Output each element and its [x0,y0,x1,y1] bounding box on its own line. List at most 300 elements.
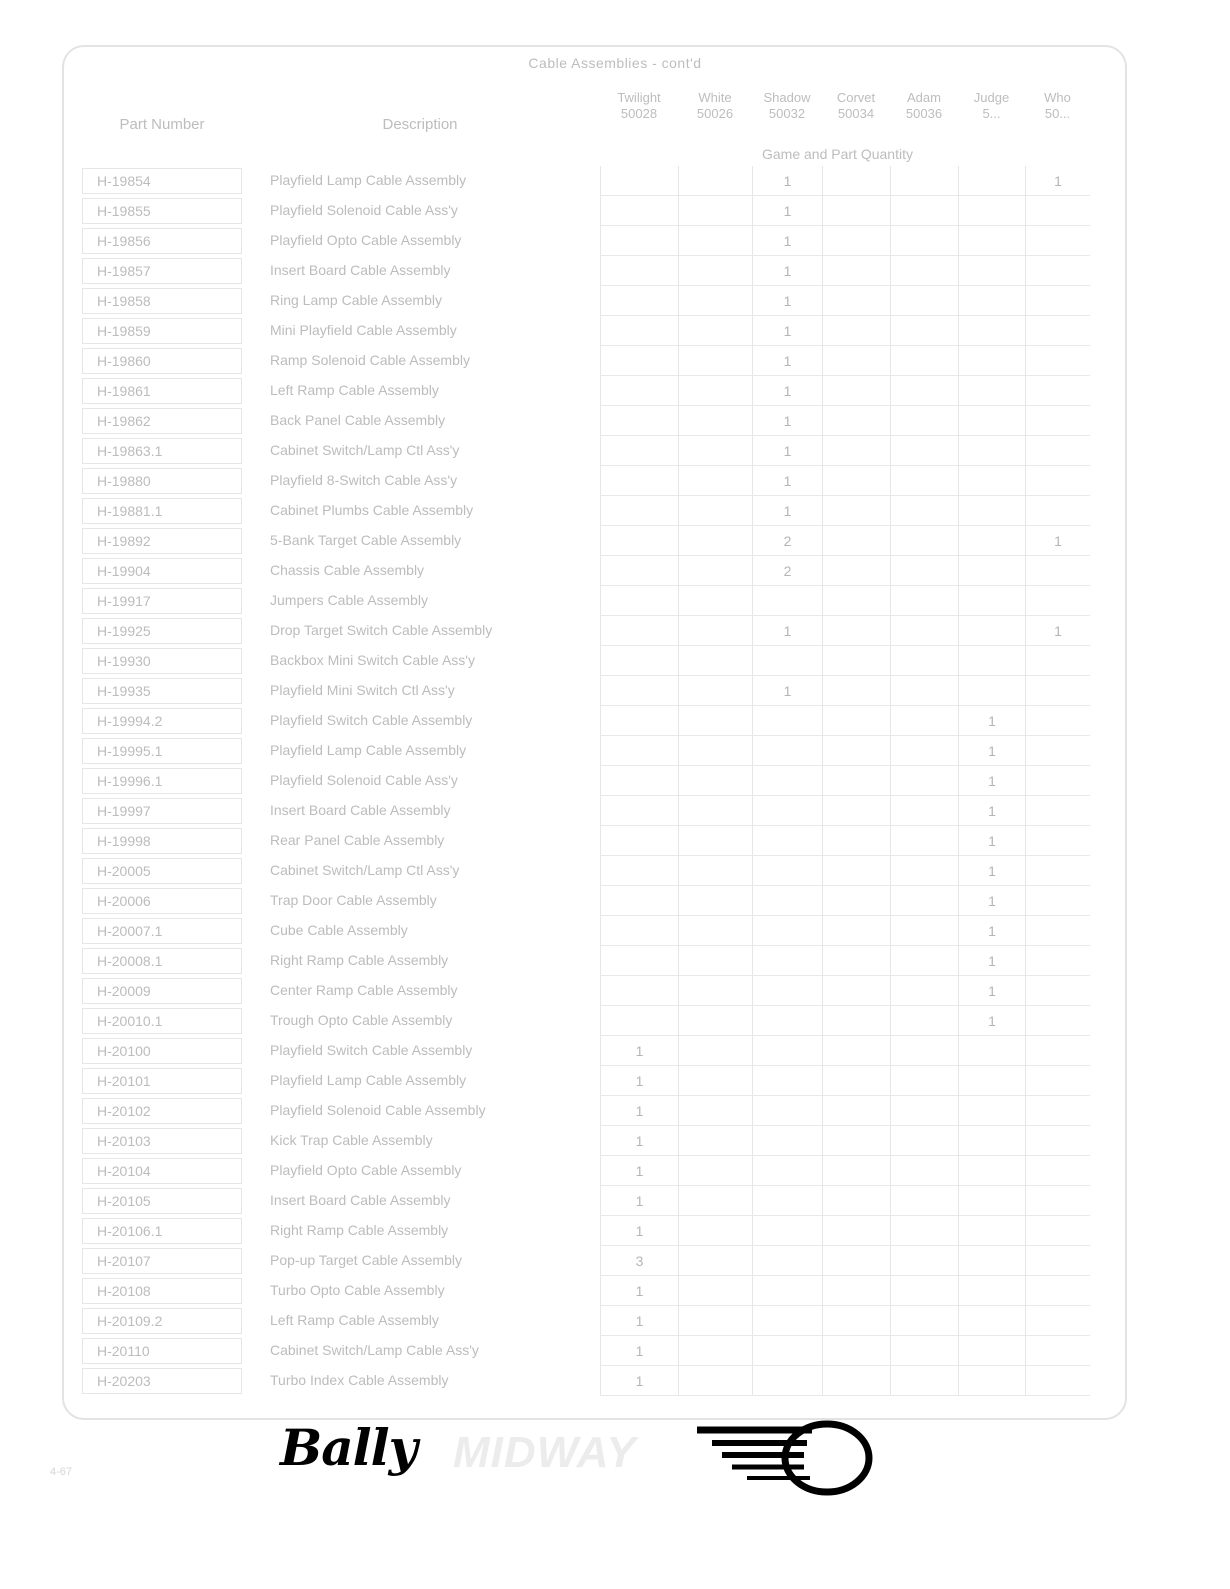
quantity-cell [890,976,958,1006]
table-row [0,166,1230,196]
quantity-cell [752,1216,822,1246]
quantity-cell [958,1216,1025,1246]
quantity-cell [1025,916,1090,946]
quantity-cell: 2 [752,526,822,556]
quantity-cell [678,526,752,556]
quantity-cell [822,856,890,886]
quantity-cell [1025,346,1090,376]
quantity-cell: 1 [600,1306,678,1336]
part-number-cell: H-20203 [82,1368,242,1394]
quantity-cell: 1 [600,1036,678,1066]
bally-wordmark: Bally [280,1418,417,1477]
quantity-cell [890,676,958,706]
quantity-cell [600,436,678,466]
game-header-number: 50034 [837,106,875,121]
quantity-cell [600,406,678,436]
quantity-cell [678,1036,752,1066]
quantity-cell [890,856,958,886]
game-header-name: Who [1044,90,1071,105]
quantity-cell [678,496,752,526]
description-cell: Playfield Solenoid Cable Assembly [270,1102,486,1118]
part-number-cell: H-20106.1 [82,1218,242,1244]
quantity-cell [890,586,958,616]
quantity-cell [1025,1276,1090,1306]
part-number-cell: H-19881.1 [82,498,242,524]
quantity-cell [822,466,890,496]
quantity-cell [890,286,958,316]
quantity-cell: 1 [958,766,1025,796]
quantity-cell [678,346,752,376]
table-row [0,586,1230,616]
part-number-cell: H-20104 [82,1158,242,1184]
quantity-cell: 1 [958,706,1025,736]
quantity-cell: 1 [752,406,822,436]
quantity-cell [600,616,678,646]
quantity-cell [678,946,752,976]
description-cell: Back Panel Cable Assembly [270,412,446,428]
part-number-cell: H-19996.1 [82,768,242,794]
quantity-cell [890,616,958,646]
quantity-cell [600,1006,678,1036]
quantity-cell [678,1156,752,1186]
quantity-cell [752,586,822,616]
quantity-cell [1025,256,1090,286]
description-cell: Trough Opto Cable Assembly [270,1012,453,1028]
quantity-cell [1025,316,1090,346]
quantity-cell [600,916,678,946]
quantity-cell [752,646,822,676]
quantity-cell [1025,586,1090,616]
quantity-cell [958,1186,1025,1216]
quantity-cell [1025,736,1090,766]
table-row [0,1216,1230,1246]
quantity-cell [890,1066,958,1096]
quantity-cell [890,436,958,466]
quantity-cell [1025,436,1090,466]
part-number-cell: H-19917 [82,588,242,614]
quantity-cell [822,1216,890,1246]
part-number-cell: H-19857 [82,258,242,284]
quantity-cell [890,1096,958,1126]
description-cell: Playfield Opto Cable Assembly [270,1162,462,1178]
quantity-cell [822,286,890,316]
quantity-cell [958,1306,1025,1336]
table-row [0,556,1230,586]
part-number-cell: H-20008.1 [82,948,242,974]
quantity-cell [890,526,958,556]
table-row [0,196,1230,226]
quantity-cell [890,1306,958,1336]
quantity-cell [678,586,752,616]
quantity-cell [600,946,678,976]
quantity-cell [822,796,890,826]
quantity-cell [890,196,958,226]
quantity-cell: 1 [958,796,1025,826]
quantity-cell [752,1066,822,1096]
part-number-cell: H-20109.2 [82,1308,242,1334]
game-header [752,90,822,122]
quantity-cell [600,796,678,826]
quantity-cell: 1 [600,1126,678,1156]
table-row [0,1096,1230,1126]
quantity-cell [822,916,890,946]
description-cell: Insert Board Cable Assembly [270,802,451,818]
quantity-cell [678,616,752,646]
quantity-cell [958,1066,1025,1096]
quantity-cell [1025,1186,1090,1216]
quantity-cell [678,826,752,856]
part-number-cell: H-19859 [82,318,242,344]
quantity-cell [752,826,822,856]
part-number-cell: H-19854 [82,168,242,194]
table-row [0,856,1230,886]
table-row [0,376,1230,406]
quantity-cell [1025,556,1090,586]
page-title: Cable Assemblies - cont'd [528,55,702,71]
quantity-cell [752,1336,822,1366]
table-row [0,466,1230,496]
quantity-cell [752,1186,822,1216]
quantity-cell [678,196,752,226]
part-number-cell: H-20107 [82,1248,242,1274]
table-row [0,1276,1230,1306]
quantity-cell: 1 [752,676,822,706]
quantity-cell [752,766,822,796]
quantity-cell [1025,676,1090,706]
quantity-cell [890,466,958,496]
quantity-cell: 1 [958,886,1025,916]
table-row [0,346,1230,376]
footer-logo [280,1418,900,1498]
quantity-cell [890,226,958,256]
quantity-cell [958,586,1025,616]
quantity-cell [678,1066,752,1096]
quantity-cell [958,1276,1025,1306]
part-number-cell: H-19935 [82,678,242,704]
table-row [0,526,1230,556]
quantity-cell [600,856,678,886]
quantity-cell [1025,1006,1090,1036]
quantity-cell [822,1186,890,1216]
quantity-cell: 1 [600,1066,678,1096]
description-cell: 5-Bank Target Cable Assembly [270,532,462,548]
quantity-cell [890,1336,958,1366]
game-header-name: Twilight [617,90,661,105]
description-cell: Cabinet Switch/Lamp Ctl Ass'y [270,862,460,878]
quantity-cell [958,1366,1025,1396]
quantity-cell [1025,196,1090,226]
game-header [958,90,1025,122]
quantity-cell [678,316,752,346]
quantity-cell: 1 [958,946,1025,976]
quantity-cell [958,1246,1025,1276]
quantity-cell [890,1246,958,1276]
part-number-cell: H-19997 [82,798,242,824]
table-row [0,886,1230,916]
quantity-cell [678,466,752,496]
quantity-cell [1025,1036,1090,1066]
quantity-cell [890,1366,958,1396]
quantity-cell [1025,706,1090,736]
page-number: 4-67 [50,1466,73,1478]
game-header-number: 50032 [768,106,806,121]
description-cell: Playfield Solenoid Cable Ass'y [270,202,458,218]
quantity-cell [600,826,678,856]
game-header-number: 50036 [905,106,943,121]
quantity-cell [678,166,752,196]
description-cell: Cabinet Plumbs Cable Assembly [270,502,474,518]
quantity-cell [958,316,1025,346]
game-header-name: Shadow [763,90,811,105]
quantity-cell [822,1036,890,1066]
description-cell: Trap Door Cable Assembly [270,892,437,908]
quantity-cell [1025,406,1090,436]
description-cell: Chassis Cable Assembly [270,562,425,578]
quantity-cell: 1 [600,1096,678,1126]
quantity-cell [600,316,678,346]
quantity-cell [958,226,1025,256]
quantity-cell [822,1276,890,1306]
table-row [0,436,1230,466]
quantity-cell [752,916,822,946]
game-header-number: 50026 [696,106,734,121]
quantity-cell: 1 [600,1366,678,1396]
description-cell: Left Ramp Cable Assembly [270,1312,439,1328]
quantity-cell [958,1096,1025,1126]
table-row [0,226,1230,256]
description-cell: Drop Target Switch Cable Assembly [270,622,493,638]
quantity-cell: 1 [958,976,1025,1006]
quantity-cell [678,256,752,286]
quantity-cell: 1 [958,826,1025,856]
quantity-cell [822,736,890,766]
quantity-cell [600,196,678,226]
quantity-cell [678,226,752,256]
quantity-cell [678,556,752,586]
quantity-cell: 1 [752,166,822,196]
quantity-cell [822,406,890,436]
part-number-cell: H-20005 [82,858,242,884]
quantity-cell [958,256,1025,286]
quantity-cell [822,766,890,796]
description-cell: Backbox Mini Switch Cable Ass'y [270,652,475,668]
part-number-cell: H-19856 [82,228,242,254]
quantity-cell [822,1066,890,1096]
game-header [678,90,752,122]
description-cell: Right Ramp Cable Assembly [270,952,449,968]
quantity-cell [678,406,752,436]
part-number-cell: H-20103 [82,1128,242,1154]
part-number-cell: H-20105 [82,1188,242,1214]
quantity-cell [600,646,678,676]
quantity-cell [958,1336,1025,1366]
description-cell: Playfield Solenoid Cable Ass'y [270,772,458,788]
part-number-cell: H-19863.1 [82,438,242,464]
quantity-cell [890,736,958,766]
quantity-cell [600,736,678,766]
quantity-cell [822,496,890,526]
description-cell: Insert Board Cable Assembly [270,1192,451,1208]
quantity-cell [752,1126,822,1156]
quantity-cell [678,766,752,796]
quantity-cell [600,466,678,496]
quantity-cell: 1 [752,346,822,376]
quantity-cell [1025,466,1090,496]
quantity-cell: 1 [600,1156,678,1186]
table-row [0,1126,1230,1156]
quantity-cell [600,256,678,286]
quantity-cell: 1 [1025,166,1090,196]
description-cell: Jumpers Cable Assembly [270,592,428,608]
description-cell: Playfield 8-Switch Cable Ass'y [270,472,458,488]
quantity-cell: 1 [958,856,1025,886]
quantity-cell [600,346,678,376]
table-row [0,616,1230,646]
quantity-cell [822,1156,890,1186]
table-row [0,1246,1230,1276]
quantity-cell [600,976,678,1006]
quantity-cell [890,496,958,526]
table-row [0,256,1230,286]
quantity-cell [678,886,752,916]
quantity-cell [1025,1066,1090,1096]
quantity-cell [822,976,890,1006]
part-number-cell: H-20102 [82,1098,242,1124]
quantity-cell [678,1216,752,1246]
quantity-cell: 1 [752,436,822,466]
table-row [0,946,1230,976]
description-cell: Rear Panel Cable Assembly [270,832,445,848]
quantity-cell [890,316,958,346]
quantity-cell [958,1036,1025,1066]
quantity-cell [890,346,958,376]
quantity-cell [678,1186,752,1216]
quantity-cell [890,556,958,586]
description-cell: Insert Board Cable Assembly [270,262,451,278]
quantity-cell [890,406,958,436]
quantity-cell [958,526,1025,556]
quantity-cell [1025,1246,1090,1276]
header-description: Description [382,116,458,133]
quantity-cell [600,766,678,796]
quantity-cell [752,736,822,766]
quantity-cell [678,436,752,466]
quantity-cell [600,166,678,196]
quantity-cell: 1 [958,916,1025,946]
game-header [822,90,890,122]
quantity-cell [752,1306,822,1336]
quantity-cell [890,166,958,196]
quantity-cell [890,706,958,736]
quantity-cell [678,1336,752,1366]
description-cell: Cube Cable Assembly [270,922,408,938]
quantity-cell: 1 [600,1216,678,1246]
quantity-cell [1025,1306,1090,1336]
part-number-cell: H-19998 [82,828,242,854]
quantity-cell [890,1036,958,1066]
quantity-cell [822,1096,890,1126]
quantity-cell [822,556,890,586]
quantity-cell [752,1366,822,1396]
table-row [0,406,1230,436]
quantity-cell [958,1126,1025,1156]
quantity-cell [822,316,890,346]
table-row [0,706,1230,736]
quantity-cell [958,376,1025,406]
table-row [0,316,1230,346]
description-cell: Left Ramp Cable Assembly [270,382,439,398]
game-header-name: Adam [907,90,941,105]
quantity-cell [890,1276,958,1306]
quantity-cell [958,196,1025,226]
quantity-cell: 1 [752,376,822,406]
quantity-cell [890,646,958,676]
game-header-name: Corvet [836,90,876,105]
table-row [0,286,1230,316]
quantity-cell [678,676,752,706]
part-number-cell: H-20007.1 [82,918,242,944]
description-cell: Playfield Switch Cable Assembly [270,1042,473,1058]
part-number-cell: H-20009 [82,978,242,1004]
table-row [0,736,1230,766]
quantity-caption: Game and Part Quantity [762,146,913,162]
quantity-cell [1025,826,1090,856]
quantity-cell [890,1186,958,1216]
quantity-cell [1025,1126,1090,1156]
quantity-cell [958,1156,1025,1186]
quantity-cell [822,346,890,376]
quantity-cell [678,916,752,946]
quantity-cell [958,436,1025,466]
quantity-cell [822,1246,890,1276]
description-cell: Ramp Solenoid Cable Assembly [270,352,470,368]
quantity-cell [1025,646,1090,676]
quantity-cell: 2 [752,556,822,586]
part-number-cell: H-19994.2 [82,708,242,734]
part-number-cell: H-19855 [82,198,242,224]
game-header-name: White [698,90,732,105]
quantity-cell [958,406,1025,436]
quantity-cell [958,286,1025,316]
quantity-cell [822,646,890,676]
quantity-cell: 1 [752,466,822,496]
quantity-cell [752,1156,822,1186]
part-number-cell: H-19930 [82,648,242,674]
part-number-cell: H-20100 [82,1038,242,1064]
table-row [0,1336,1230,1366]
quantity-cell [822,946,890,976]
quantity-cell: 1 [752,226,822,256]
quantity-cell [890,1126,958,1156]
quantity-cell [1025,1156,1090,1186]
quantity-cell [600,706,678,736]
quantity-cell [822,376,890,406]
quantity-cell [678,1126,752,1156]
quantity-cell [822,1006,890,1036]
description-cell: Playfield Mini Switch Ctl Ass'y [270,682,455,698]
part-number-cell: H-19925 [82,618,242,644]
quantity-cell: 1 [600,1276,678,1306]
quantity-cell [600,226,678,256]
quantity-cell [890,916,958,946]
table-row [0,1186,1230,1216]
quantity-cell [752,1096,822,1126]
quantity-cell: 1 [1025,526,1090,556]
table-row [0,1366,1230,1396]
quantity-cell [678,1306,752,1336]
header-part-number: Part Number [119,116,205,133]
quantity-cell [752,856,822,886]
